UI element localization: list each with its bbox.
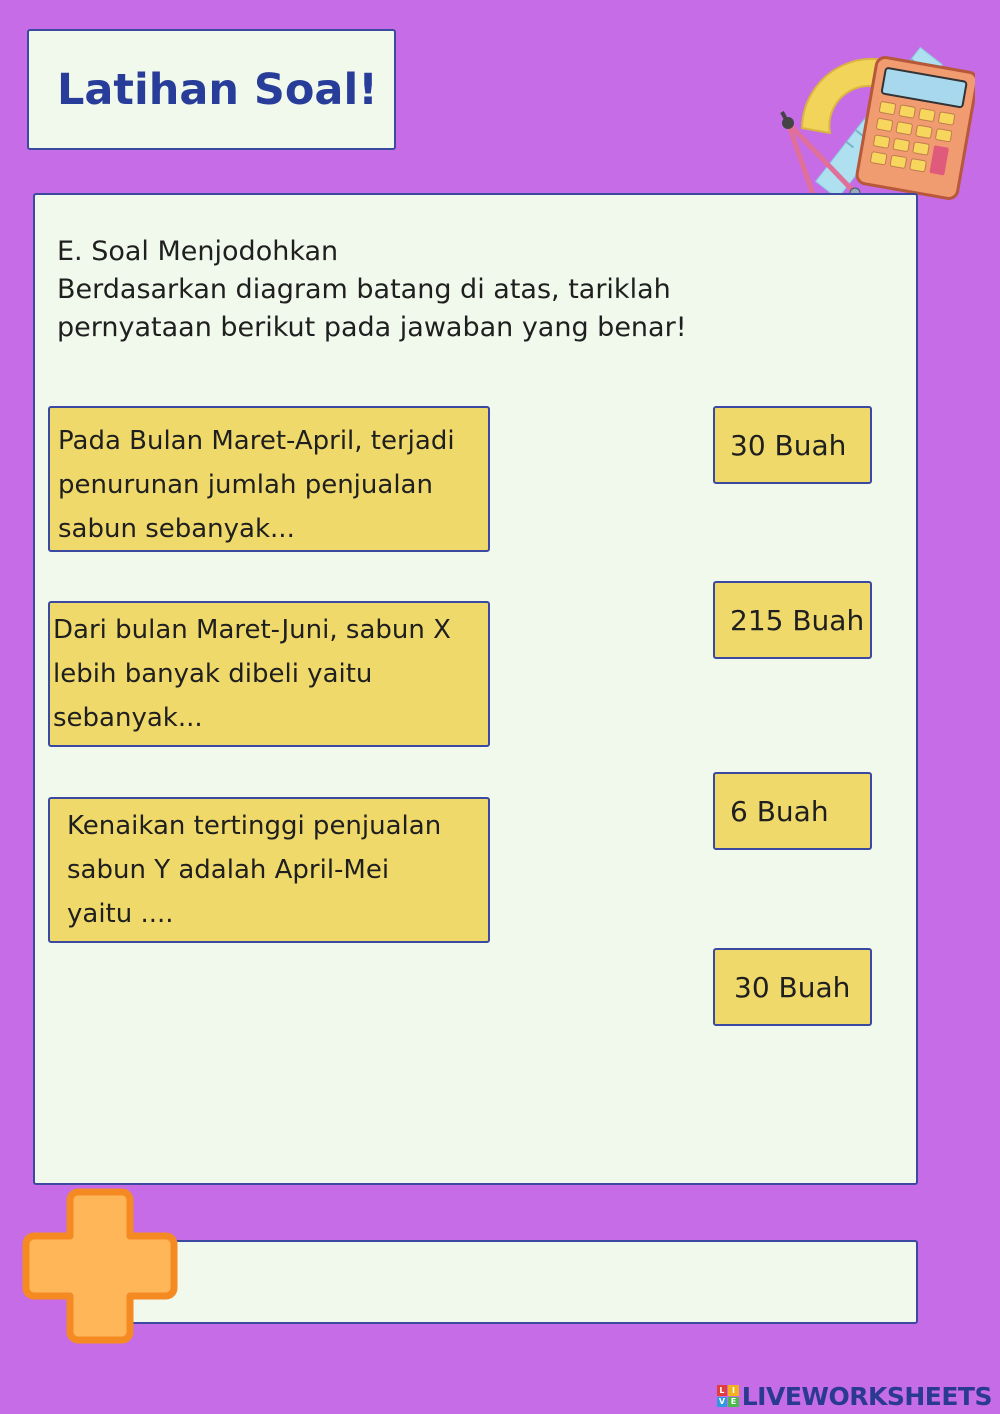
answer-3-label: 6 Buah: [730, 794, 829, 828]
answer-4-label: 30 Buah: [734, 970, 851, 1004]
question-card-3[interactable]: [48, 797, 490, 943]
question-1-line-3: sabun sebanyak...: [58, 514, 295, 544]
title-box: [27, 29, 396, 150]
instructions: [57, 233, 829, 347]
instruction-line-2: pernyataan berikut pada jawaban yang benar!: [57, 312, 687, 343]
question-3-line-1: Kenaikan tertinggi penjualan: [67, 811, 442, 841]
liveworksheets-logo[interactable]: [717, 1382, 992, 1410]
mark-letter-e: E: [728, 1397, 739, 1408]
answer-card-2[interactable]: [713, 581, 872, 659]
calculator-icon: [856, 56, 975, 200]
answer-2-label: 215 Buah: [730, 603, 865, 637]
answer-card-4[interactable]: [713, 948, 872, 1026]
question-card-1[interactable]: [48, 406, 490, 552]
question-3-line-2: sabun Y adalah April-Mei: [67, 855, 390, 885]
mark-letter-v: V: [717, 1397, 728, 1408]
question-2-line-1: Dari bulan Maret-Juni, sabun X: [53, 615, 451, 645]
answer-1-label: 30 Buah: [730, 428, 847, 462]
question-1-line-2: penurunan jumlah penjualan: [58, 470, 433, 500]
question-1-line-1: Pada Bulan Maret-April, terjadi: [58, 426, 455, 456]
plus-icon: [20, 1186, 180, 1346]
mark-letter-i: I: [728, 1385, 739, 1396]
worksheet-panel: [33, 193, 918, 1185]
question-2-line-2: lebih banyak dibeli yaitu: [53, 659, 373, 689]
bottom-bar: [127, 1240, 918, 1324]
instruction-line-1: Berdasarkan diagram batang di atas, tariklah: [57, 274, 671, 305]
answer-card-1[interactable]: [713, 406, 872, 484]
liveworksheets-mark-icon: [717, 1385, 739, 1407]
question-2-line-3: sebanyak...: [53, 703, 203, 733]
answer-card-3[interactable]: [713, 772, 872, 850]
section-heading: E. Soal Menjodohkan: [57, 236, 339, 267]
mark-letter-l: L: [717, 1385, 728, 1396]
liveworksheets-brand: LIVEWORKSHEETS: [741, 1381, 992, 1411]
question-card-2[interactable]: [48, 601, 490, 747]
page-title: Latihan Soal!: [57, 64, 378, 115]
question-3-line-3: yaitu ....: [67, 899, 174, 929]
